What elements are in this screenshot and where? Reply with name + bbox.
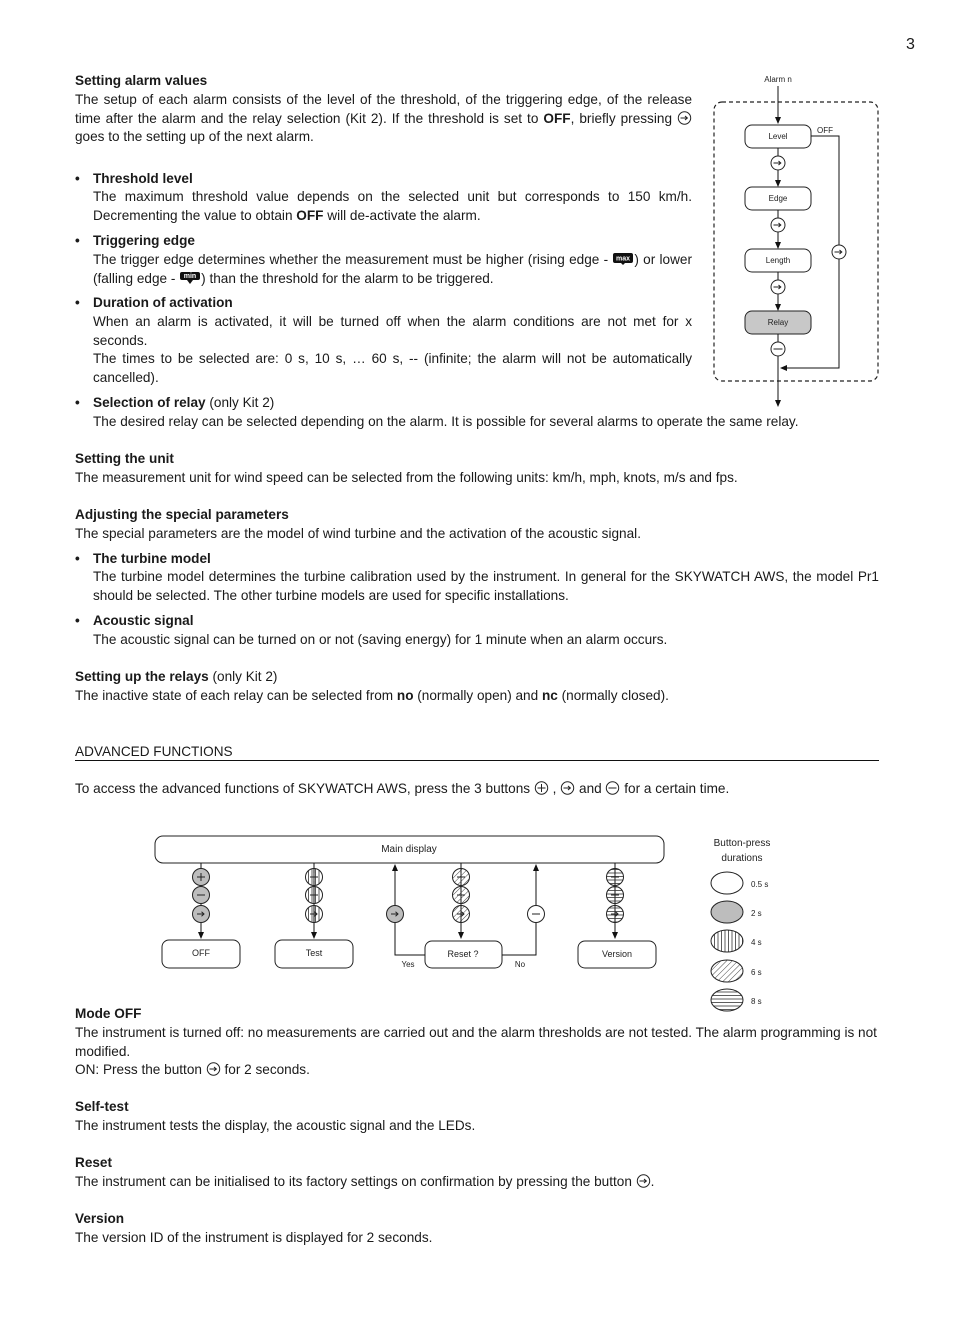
advanced-sep: ,: [548, 781, 561, 796]
advanced-text-1: To access the advanced functions of SKYWATCH AWS, press the 3 buttons: [75, 781, 534, 796]
unit-heading: Setting the unit: [75, 451, 174, 466]
flow-step-label: Length: [765, 256, 791, 265]
alarm-intro: [75, 91, 692, 147]
enter-button-icon: [677, 111, 692, 125]
unit-text: The measurement unit for wind speed can be selected from the following units: km/h, mph, knots, m/s and fps.: [75, 470, 738, 485]
relay-title: Selection of relay: [93, 395, 206, 410]
page-number: 3: [906, 36, 915, 53]
acoustic-text: The acoustic signal can be turned on or not (saving energy) for 1 minute when an alarm occurs.: [93, 632, 668, 647]
relays-text-3: (normally closed).: [557, 688, 669, 703]
legend-05s-swatch: [711, 872, 743, 894]
box-label: Reset ?: [447, 949, 479, 959]
advanced-text: [75, 780, 879, 799]
no-label: No: [514, 960, 526, 969]
turbine-title: The turbine model: [93, 551, 211, 566]
yes-label: Yes: [401, 960, 415, 969]
threshold-text-2: will de-activate the alarm.: [323, 207, 481, 223]
edge-text-3: ) than the threshold for the alarm to be triggered.: [201, 270, 494, 286]
duration-text-2: The times to be selected are: 0 s, 10 s, … 60 s, -- (infinite; the alarm will not be automatically cancelled).: [93, 351, 692, 385]
duration-title: Duration of activation: [93, 295, 233, 310]
reset-heading: Reset: [75, 1155, 113, 1170]
alarm-heading: Setting alarm values: [75, 73, 208, 88]
advanced-and: and: [575, 781, 606, 796]
section-divider: [75, 760, 879, 761]
legend-label: 4 s: [751, 938, 762, 947]
box-label: Version: [601, 949, 633, 959]
legend-label: 0.5 s: [751, 880, 769, 889]
min-icon-label: min: [183, 272, 197, 280]
alarm-intro-off: OFF: [543, 110, 571, 126]
reset-text-2: .: [650, 1174, 655, 1189]
special-text: The special parameters are the model of wind turbine and the activation of the acoustic signal.: [75, 526, 641, 541]
legend-title: durations: [721, 853, 763, 864]
edge-text-1: The trigger edge determines whether the measurement must be higher (rising edge -: [93, 252, 613, 267]
relays-suffix: (only Kit 2): [208, 669, 278, 684]
advanced-text-2: for a certain time.: [620, 781, 730, 796]
box-label: OFF: [192, 948, 210, 958]
legend-2s-swatch: [711, 901, 743, 923]
threshold-text-1: The maximum threshold value depends on the selected unit but corresponds to 150 km/h. Decrementing the value to obtain: [93, 189, 692, 223]
relay-text: The desired relay can be selected depending on the alarm. It is possible for several alarms to operate the same relay.: [93, 414, 799, 429]
main-display-label: Main display: [381, 844, 437, 855]
mode-off-on-2: for 2 seconds.: [220, 1062, 310, 1077]
relays-heading-line: [75, 668, 277, 687]
relay-title-line: [93, 394, 274, 413]
enter-button-icon: [636, 1174, 651, 1188]
legend-label: 8 s: [751, 997, 762, 1006]
relays-text: [75, 687, 879, 706]
relay-suffix: (only Kit 2): [205, 395, 275, 410]
alarm-flowchart: [705, 68, 885, 410]
mode-off-on-line: [75, 1061, 310, 1080]
flow-step-label: Edge: [768, 194, 788, 203]
relays-text-2: (normally open) and: [413, 688, 542, 703]
mode-off-heading: Mode OFF: [75, 1006, 142, 1021]
alarm-intro-text-2: , briefly pressing: [570, 110, 677, 126]
legend-4s-swatch: [711, 930, 743, 952]
bullet-icon: •: [75, 233, 80, 248]
reset-text: [75, 1173, 879, 1192]
edge-text: [93, 251, 692, 288]
relays-heading: Setting up the relays: [75, 669, 209, 684]
bullet-icon: •: [75, 295, 80, 310]
legend-label: 6 s: [751, 968, 762, 977]
turbine-text: The turbine model determines the turbine calibration used by the instrument. In general for the SKYWATCH AWS, the model Pr1 should be selected. The other turbine models are used for specific installations.: [93, 569, 879, 603]
enter-button-icon: [560, 781, 575, 795]
box-label: Test: [305, 948, 323, 958]
minus-button-icon: [605, 781, 620, 795]
enter-button-icon: [206, 1062, 221, 1076]
selftest-heading: Self-test: [75, 1099, 129, 1114]
edge-title: Triggering edge: [93, 233, 195, 248]
flow-step-label: Relay: [767, 318, 789, 327]
mode-off-on-1: ON: Press the button: [75, 1062, 206, 1077]
selftest-text: The instrument tests the display, the acoustic signal and the LEDs.: [75, 1118, 476, 1133]
advanced-functions-diagram: [150, 830, 790, 1015]
flowchart-off-label: OFF: [817, 126, 833, 135]
legend-8s-swatch: [711, 989, 743, 1011]
section-title: ADVANCED FUNCTIONS: [75, 744, 233, 759]
min-button-icon: [179, 271, 201, 285]
plus-button-icon: [534, 781, 549, 795]
acoustic-title: Acoustic signal: [93, 613, 194, 628]
reset-text-1: The instrument can be initialised to its factory settings on confirmation by pressing the button: [75, 1174, 636, 1189]
version-heading: Version: [75, 1211, 125, 1226]
max-button-icon: [612, 252, 634, 266]
bullet-icon: •: [75, 395, 80, 410]
legend-title: Button-press: [713, 838, 771, 849]
legend-6s-swatch: [711, 960, 743, 982]
flowchart-top-label: Alarm n: [764, 75, 792, 84]
relays-nc: nc: [541, 688, 558, 703]
special-heading: Adjusting the special parameters: [75, 507, 289, 522]
version-text: The version ID of the instrument is displayed for 2 seconds.: [75, 1230, 433, 1245]
edge-text-2: ) or lower (falling edge -: [93, 252, 692, 286]
max-icon-label: max: [616, 255, 631, 263]
bullet-icon: •: [75, 613, 80, 628]
threshold-title: Threshold level: [93, 171, 193, 186]
flow-step-label: Level: [768, 132, 788, 141]
relays-text-1: The inactive state of each relay can be selected from: [75, 688, 397, 703]
mode-off-text: The instrument is turned off: no measurements are carried out and the alarm thresholds are not tested. The alarm programming is not modified.: [75, 1025, 877, 1059]
threshold-text: [93, 188, 692, 225]
threshold-off: OFF: [296, 207, 324, 223]
duration-text-1: When an alarm is activated, it will be turned off when the alarm conditions are not met for x seconds.: [93, 314, 692, 348]
bullet-icon: •: [75, 171, 80, 186]
relays-no: no: [396, 688, 414, 703]
legend-label: 2 s: [751, 909, 762, 918]
alarm-intro-text-3: goes to the setting up of the next alarm.: [75, 129, 314, 145]
bullet-icon: •: [75, 551, 80, 566]
alarm-intro-text-1: The setup of each alarm consists of the level of the threshold, of the triggering edge, of the release time after the alarm and the relay selection (Kit 2). If the threshold is set to: [75, 92, 692, 126]
